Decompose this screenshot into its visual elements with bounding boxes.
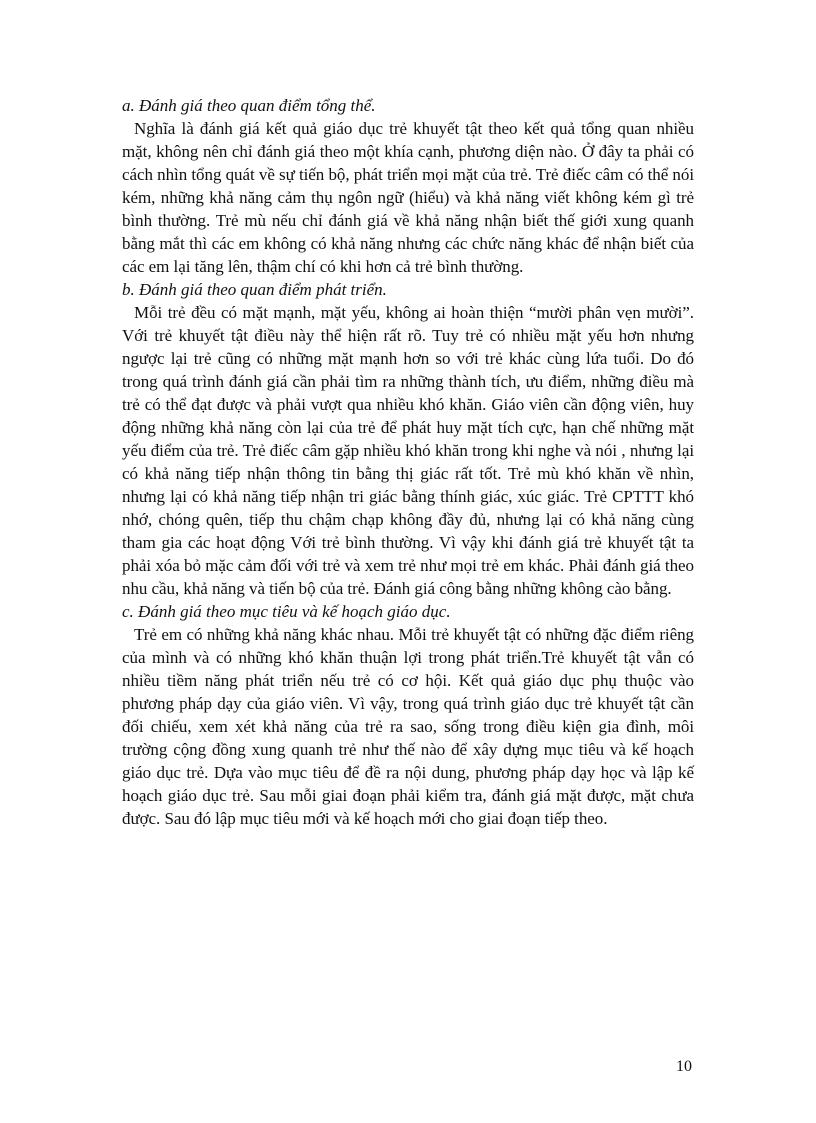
- section-b-heading: b. Đánh giá theo quan điểm phát triển.: [122, 280, 387, 299]
- section-a-heading: a. Đánh giá theo quan điểm tổng thể.: [122, 96, 376, 115]
- section-b-paragraph: Mỗi trẻ đều có mặt mạnh, mặt yếu, không ai hoàn thiện “mười phân vẹn mười”. Với trẻ khuyết tật điều này thể hiện rất rõ. Tuy trẻ có nhiều mặt yếu hơn nhưng ngược lại trẻ cũng có những mặt mạnh hơn so với trẻ khác cùng lứa tuổi. Do đó trong quá trình đánh giá cần phải tìm ra những thành tích, ưu điểm, những điều mà trẻ có thể đạt được và phải vượt qua nhiều khó khăn. Giáo viên cần động viên, huy động những khả năng còn lại của trẻ để phát huy mặt tích cực, hạn chế những mặt yếu điểm của trẻ. Trẻ điếc câm gặp nhiều khó khăn trong khi nghe và nói , nhưng lại có khả năng tiếp nhận thông tin bằng thị giác rất tốt. Trẻ mù khó khăn về nhìn, nhưng lại có khả năng tiếp nhận tri giác bằng thính giác, xúc giác. Trẻ CPTTT khó nhớ, chóng quên, tiếp thu chậm chạp không đầy đủ, nhưng lại có khả năng cùng tham gia các hoạt động Với trẻ bình thường. Vì vậy khi đánh giá trẻ khuyết tật ta phải xóa bỏ mặc cảm đối với trẻ và xem trẻ như mọi trẻ em khác. Phải đánh giá theo nhu cầu, khả năng và tiến bộ của trẻ. Đánh giá công bằng những không cào bằng.: [122, 303, 694, 598]
- section-a-paragraph: Nghĩa là đánh giá kết quả giáo dục trẻ khuyết tật theo kết quả tổng quan nhiều mặt, không nên chỉ đánh giá theo một khía cạnh, phương diện nào. Ở đây ta phải có cách nhìn tổng quát về sự tiến bộ, phát triển mọi mặt của trẻ. Trẻ điếc câm có thể nói kém, những khả năng cảm thụ ngôn ngữ (hiểu) và khả năng viết không kém gì trẻ bình thường. Trẻ mù nếu chỉ đánh giá về khả năng nhận biết thế giới xung quanh bằng mắt thì các em không có khả năng nhưng các chức năng khác để nhận biết của các em lại tăng lên, thậm chí có khi hơn cả trẻ bình thường.: [122, 119, 694, 276]
- section-c-paragraph: Trẻ em có những khả năng khác nhau. Mỗi trẻ khuyết tật có những đặc điểm riêng của mình và có những khó khăn thuận lợi trong phát triển.Trẻ khuyết tật vẫn có nhiều tiềm năng phát triển nếu trẻ có cơ hội. Kết quả giáo dục phụ thuộc vào phương pháp dạy của giáo viên. Vì vậy, trong quá trình giáo dục trẻ khuyết tật cần đối chiếu, xem xét khả năng của trẻ ra sao, sống trong điều kiện gia đình, môi trường cộng đồng xung quanh trẻ như thế nào để xây dựng mục tiêu và kế hoạch giáo dục trẻ. Dựa vào mục tiêu để đề ra nội dung, phương pháp dạy học và lập kế hoạch giáo dục trẻ. Sau mỗi giai đoạn phải kiểm tra, đánh giá mặt được, mặt chưa được. Sau đó lập mục tiêu mới và kế hoạch mới cho giai đoạn tiếp theo.: [122, 625, 694, 828]
- section-c-heading: c. Đánh giá theo mục tiêu và kế hoạch giáo dục.: [122, 602, 451, 621]
- page-number: 10: [676, 1058, 692, 1075]
- document-page: [122, 94, 694, 830]
